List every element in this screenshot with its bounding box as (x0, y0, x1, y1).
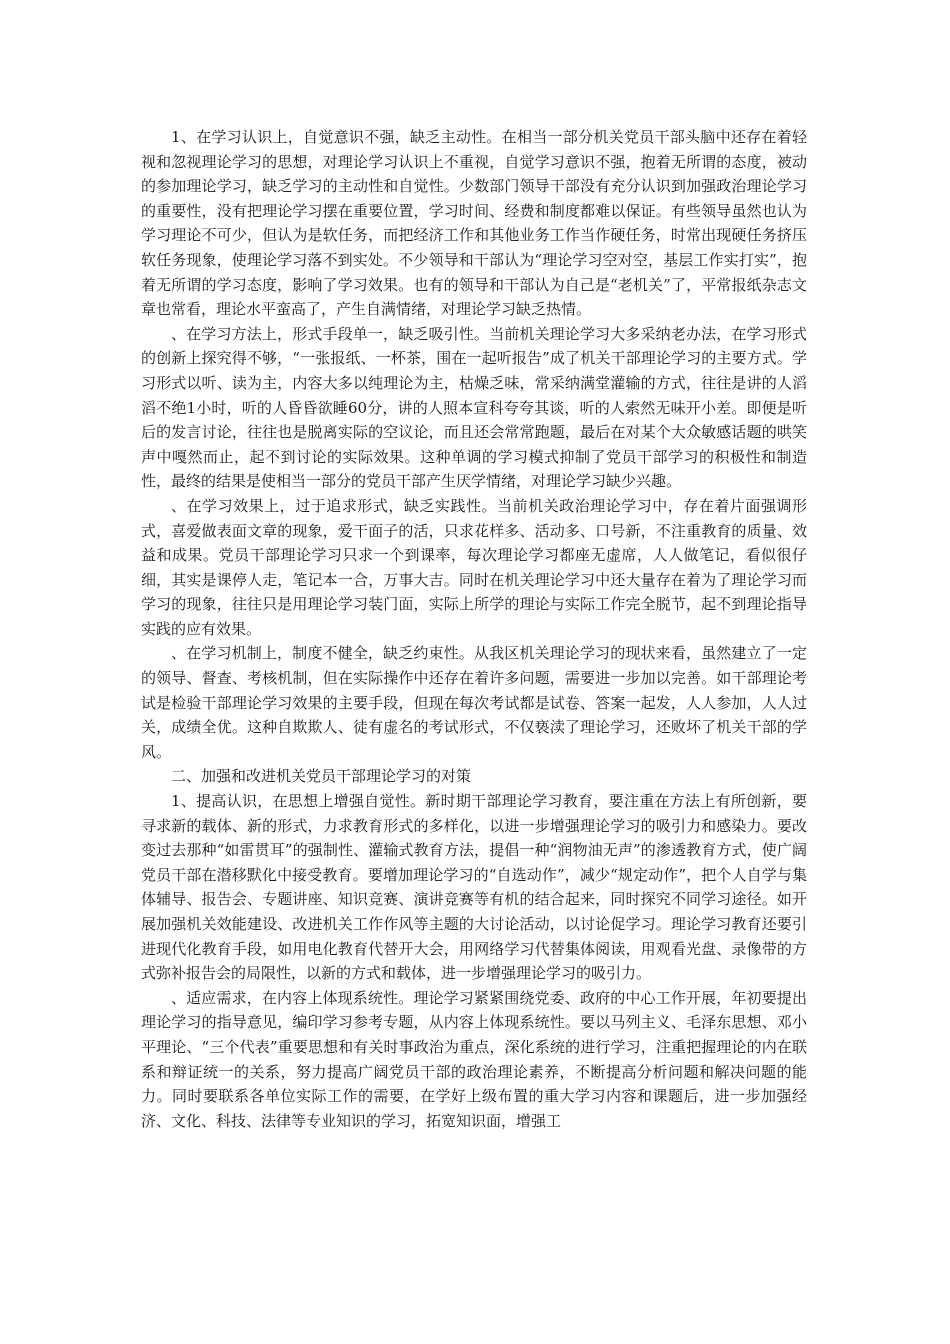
paragraph-raise-awareness: 1、提高认识，在思想上增强自觉性。新时期干部理论学习教育，要注重在方法上有所创新，要寻求新的载体、新的形式，力求教育形式的多样化，以进一步增强理论学习的吸引力和感染力。要改变过去那种“如雷贯耳”的强制性、灌输式教育方法，提倡一种“润物油无声”的渗透教育方式，使广阔党员干部在潜移默化中接受教育。要增加理论学习的“自选动作”，减少“规定动作”，把个人自学与集体辅导、报告会、专题讲座、知识竞赛、演讲竞赛等有机的结合起来，同时探究不同学习途径。如开展加强机关效能建设、改进机关工作作风等主题的大讨论活动，以讨论促学习。理论学习教育还要引进现代化教育手段，如用电化教育代替开大会，用网络学习代替集体阅读，用观看光盘、录像带的方式弥补报告会的局限性，以新的方式和载体，进一步增强理论学习的吸引力。 (141, 792, 807, 983)
paragraph-learning-mechanism: 、在学习机制上，制度不健全，缺乏约束性。从我区机关理论学习的现状来看，虽然建立了一定的领导、督查、考核机制，但在实际操作中还存在着许多问题，需要进一步加以完善。如干部理论考试是检验干部理论学习效果的主要手段，但现在每次考试都是试卷、答案一起发，人人参加，人人过关，成绩全优。这种自欺欺人、徒有虚名的考试形式，不仅亵渎了理论学习，还败坏了机关干部的学风。 (141, 644, 807, 761)
document-body (141, 125, 807, 1133)
paragraph-learning-effects: 、在学习效果上，过于追求形式，缺乏实践性。当前机关政治理论学习中，存在着片面强调形式，喜爱做表面文章的现象，爱干面子的活，只求花样多、活动多、口号新，不注重教育的质量、效益和成果。党员干部理论学习只求一个到课率，每次理论学习都座无虚席，人人做笔记，看似很仔细，其实是课停人走，笔记本一合，万事大吉。同时在机关理论学习中还大量存在着为了理论学习而学习的现象，往往只是用理论学习装门面，实际上所学的理论与实际工作完全脱节，起不到理论指导实践的应有效果。 (141, 496, 807, 638)
section-heading-countermeasures: 二、加强和改进机关党员干部理论学习的对策 (171, 767, 472, 786)
paragraph-learning-awareness: 1、在学习认识上，自觉意识不强，缺乏主动性。在相当一部分机关党员干部头脑中还存在着轻视和忽视理论学习的思想，对理论学习认识上不重视，自觉学习意识不强，抱着无所谓的态度，被动的参加理论学习，缺乏学习的主动性和自觉性。少数部门领导干部没有充分认识到加强政治理论学习的重要性，没有把理论学习摆在重要位置，学习时间、经费和制度都难以保证。有些领导虽然也认为学习理论不可少，但认为是软任务，而把经济工作和其他业务工作当作硬任务，时常出现硬任务挤压软任务现象，使理论学习落不到实处。不少领导和干部认为“理论学习空对空，基层工作实打实”，抱着无所谓的学习态度，影响了学习效果。也有的领导和干部认为自己是“老机关”了，平常报纸杂志文章也常看，理论水平蛮高了，产生自满情绪，对理论学习缺乏热情。 (141, 128, 807, 319)
paragraph-learning-methods: 、在学习方法上，形式手段单一，缺乏吸引性。当前机关理论学习大多采纳老办法，在学习形式的创新上探究得不够，“一张报纸、一杯茶，围在一起听报告”成了机关干部理论学习的主要方式。学习形式以听、读为主，内容大多以纯理论为主，枯燥乏味，常采纳满堂灌输的方式，往往是讲的人滔滔不绝1小时，听的人昏昏欲睡60分，讲的人照本宣科夸夸其谈，听的人索然无味开小差。即便是听后的发言讨论，往往也是脱离实际的空议论，而且还会常常跑题，最后在对某个大众敏感话题的哄笑声中嘎然而止，起不到讨论的实际效果。这种单调的学习模式抑制了党员干部学习的积极性和制造性，最终的结果是使相当一部分的党员干部产生厌学情绪，对理论学习缺少兴趣。 (141, 324, 807, 491)
paragraph-adapt-to-needs: 、适应需求，在内容上体现系统性。理论学习紧紧围绕党委、政府的中心工作开展，年初要提出理论学习的指导意见，编印学习参考专题，从内容上体现系统性。要以马列主义、毛泽东思想、邓小平理论、“三个代表”重要思想和有关时事政治为重点，深化系统的进行学习，注重把握理论的内在联系和辩证统一的关系，努力提高广阔党员干部的政治理论素养，不断提高分析问题和解决问题的能力。同时要联系各单位实际工作的需要，在学好上级布置的重大学习内容和课题后，进一步加强经济、文化、科技、法律等专业知识的学习，拓宽知识面，增强工 (141, 988, 807, 1130)
